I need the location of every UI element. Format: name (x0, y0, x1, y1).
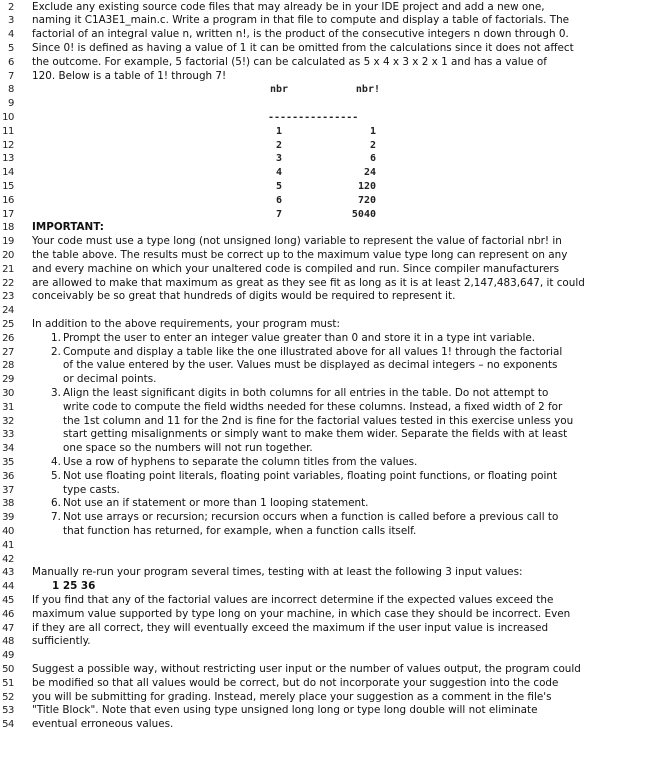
line-number: 11 (2, 125, 14, 137)
line-number: 43 (2, 567, 14, 579)
requirement-text: Use a row of hyphens to separate the column titles from the values. (63, 455, 418, 468)
intro-line: naming it C1A3E1_main.c. Write a program in that file to compute and display a table of factorials. The (32, 14, 570, 27)
table-cell-nbr: 7 (275, 208, 282, 220)
line-number: 54 (2, 719, 14, 731)
intro-line: Since 0! is defined as having a value of 1 it can be omitted from the calculations since it does not affect (32, 41, 574, 54)
line-number: 17 (2, 208, 14, 220)
important-line: Your code must use a type long (not unsigned long) variable to represent the value of factorial nbr! in (32, 235, 562, 248)
line-number: 5 (8, 42, 14, 54)
line-number: 13 (2, 153, 14, 165)
line-number: 38 (2, 498, 14, 510)
line-number: 23 (2, 291, 14, 303)
line-number: 25 (2, 318, 14, 330)
requirement-number: 7. (51, 511, 61, 524)
line-number: 34 (2, 443, 14, 455)
requirement-text: Not use an if statement or more than 1 looping statement. (63, 497, 369, 510)
line-number: 3 (8, 15, 14, 27)
table-cell-factorial: 1 (369, 125, 376, 137)
line-number: 10 (2, 111, 14, 123)
line-number: 47 (2, 622, 14, 634)
requirement-text: type casts. (63, 483, 120, 496)
line-number: 9 (8, 98, 14, 110)
intro-line: Exclude any existing source code files that may already be in your IDE project and add a new one, (32, 0, 545, 13)
table-cell-nbr: 2 (275, 139, 282, 151)
line-number: 30 (2, 387, 14, 399)
line-number: 22 (2, 277, 14, 289)
rerun-line: maximum value supported by type long on your machine, in which case they should be incorrect. Even (32, 607, 571, 620)
line-number: 41 (2, 539, 14, 551)
line-number: 21 (2, 263, 14, 275)
requirement-text: one space so the numbers will not run together. (63, 442, 313, 455)
line-number: 31 (2, 401, 14, 413)
requirements-lead: In addition to the above requirements, your program must: (32, 317, 341, 330)
table-cell-factorial: 720 (357, 194, 376, 206)
line-number: 35 (2, 456, 14, 468)
intro-line: the outcome. For example, 5 factorial (5!) can be calculated as 5 x 4 x 3 x 2 x 1 and has a value of (32, 55, 547, 68)
rerun-line: If you find that any of the factorial values are incorrect determine if the expected values exceed the (32, 593, 554, 606)
line-number: 14 (2, 167, 14, 179)
rerun-lead: Manually re-run your program several times, testing with at least the following 3 input values: (32, 566, 523, 579)
line-number: 19 (2, 236, 14, 248)
line-number: 51 (2, 677, 14, 689)
rerun-values: 1 25 36 (52, 580, 96, 593)
line-number: 50 (2, 663, 14, 675)
line-number: 2 (8, 1, 14, 13)
table-cell-nbr: 4 (275, 167, 282, 179)
important-line: are allowed to make that maximum as great as they see fit as long as it is at least 2,147,483,647, it could (32, 276, 585, 289)
requirement-text: Not use floating point literals, floating point variables, floating point functions, or floating point (63, 469, 558, 482)
intro-line: factorial of an integral value n, written n!, is the product of the consecutive integers n down through 0. (32, 28, 569, 41)
line-number: 6 (8, 56, 14, 68)
requirement-text: write code to compute the field widths needed for these columns. Instead, a fixed width of 2 for (63, 400, 563, 413)
line-number: 20 (2, 249, 14, 261)
important-line: and every machine on which your unaltered code is compiled and run. Since compiler manufacturers (32, 262, 560, 275)
important-heading: IMPORTANT: (32, 221, 104, 234)
table-cell-nbr: 3 (275, 153, 282, 165)
line-number: 36 (2, 470, 14, 482)
line-number: 8 (8, 84, 14, 96)
requirement-text: Compute and display a table like the one illustrated above for all values 1! through the factorial (63, 345, 563, 358)
suggestion-line: be modified so that all values would be correct, but do not incorporate your suggestion into the code (32, 676, 559, 689)
line-number: 52 (2, 691, 14, 703)
requirement-number: 1. (51, 331, 61, 344)
line-number: 33 (2, 429, 14, 441)
line-number: 44 (2, 581, 14, 593)
suggestion-line: Suggest a possible way, without restricting user input or the number of values output, the program could (32, 662, 581, 675)
table-cell-nbr: 1 (275, 125, 282, 137)
line-number: 29 (2, 374, 14, 386)
table-cell-nbr: 5 (275, 180, 282, 192)
table-cell-factorial: 24 (363, 167, 376, 179)
line-number: 46 (2, 608, 14, 620)
line-number: 32 (2, 415, 14, 427)
requirement-text: of the value entered by the user. Values must be displayed as decimal integers – no exponents (63, 359, 558, 372)
table-cell-nbr: 6 (275, 194, 282, 206)
line-number: 37 (2, 484, 14, 496)
table-header-nbr: nbr (270, 84, 289, 96)
line-number: 28 (2, 360, 14, 372)
line-number: 4 (8, 29, 14, 41)
rerun-line: if they are all correct, they will eventually exceed the maximum if the user input value is increased (32, 621, 549, 634)
requirement-number: 6. (51, 497, 61, 510)
line-number: 42 (2, 553, 14, 565)
important-line: conceivably be so great that hundreds of digits would be required to represent it. (32, 290, 456, 303)
line-number: 48 (2, 636, 14, 648)
line-number: 26 (2, 332, 14, 344)
requirement-text: start getting misalignments or simply want to make them wider. Separate the fields with at least (63, 428, 568, 441)
line-number: 39 (2, 512, 14, 524)
rerun-line: sufficiently. (32, 635, 91, 648)
table-cell-factorial: 6 (369, 153, 376, 165)
line-number: 24 (2, 305, 14, 317)
requirement-number: 5. (51, 469, 61, 482)
requirement-text: or decimal points. (63, 373, 157, 386)
table-cell-factorial: 5040 (351, 208, 376, 220)
table-header-factorial: nbr! (355, 84, 380, 96)
line-number: 16 (2, 194, 14, 206)
requirement-text: Prompt the user to enter an integer value greater than 0 and store it in a type int variable. (63, 331, 536, 344)
table-separator: --------------- (268, 111, 359, 123)
requirement-number: 2. (51, 345, 61, 358)
line-number: 18 (2, 222, 14, 234)
line-number: 40 (2, 525, 14, 537)
line-number: 53 (2, 705, 14, 717)
intro-line: 120. Below is a table of 1! through 7! (32, 69, 227, 82)
suggestion-line: "Title Block". Note that even using type unsigned long long or type long double will not eliminate (32, 704, 538, 717)
table-cell-factorial: 120 (357, 180, 376, 192)
line-number: 49 (2, 650, 14, 662)
line-number: 12 (2, 139, 14, 151)
requirement-text: the 1st column and 11 for the 2nd is fine for the factorial values tested in this exercise unless you (63, 414, 574, 427)
line-number: 7 (8, 70, 14, 82)
suggestion-line: you will be submitting for grading. Instead, merely place your suggestion as a comment in the file's (32, 690, 552, 703)
line-number: 45 (2, 594, 14, 606)
line-number: 15 (2, 180, 14, 192)
line-number: 27 (2, 346, 14, 358)
requirement-number: 4. (51, 455, 61, 468)
important-line: the table above. The results must be correct up to the maximum value type long can represent on any (32, 248, 568, 261)
requirement-number: 3. (51, 386, 61, 399)
requirement-text: Not use arrays or recursion; recursion occurs when a function is called before a previous call to (63, 511, 559, 524)
suggestion-line: eventual erroneous values. (32, 718, 174, 731)
requirement-text: that function has returned, for example, when a function calls itself. (63, 524, 417, 537)
requirement-text: Align the least significant digits in both columns for all entries in the table. Do not attempt to (63, 386, 549, 399)
table-cell-factorial: 2 (369, 139, 376, 151)
